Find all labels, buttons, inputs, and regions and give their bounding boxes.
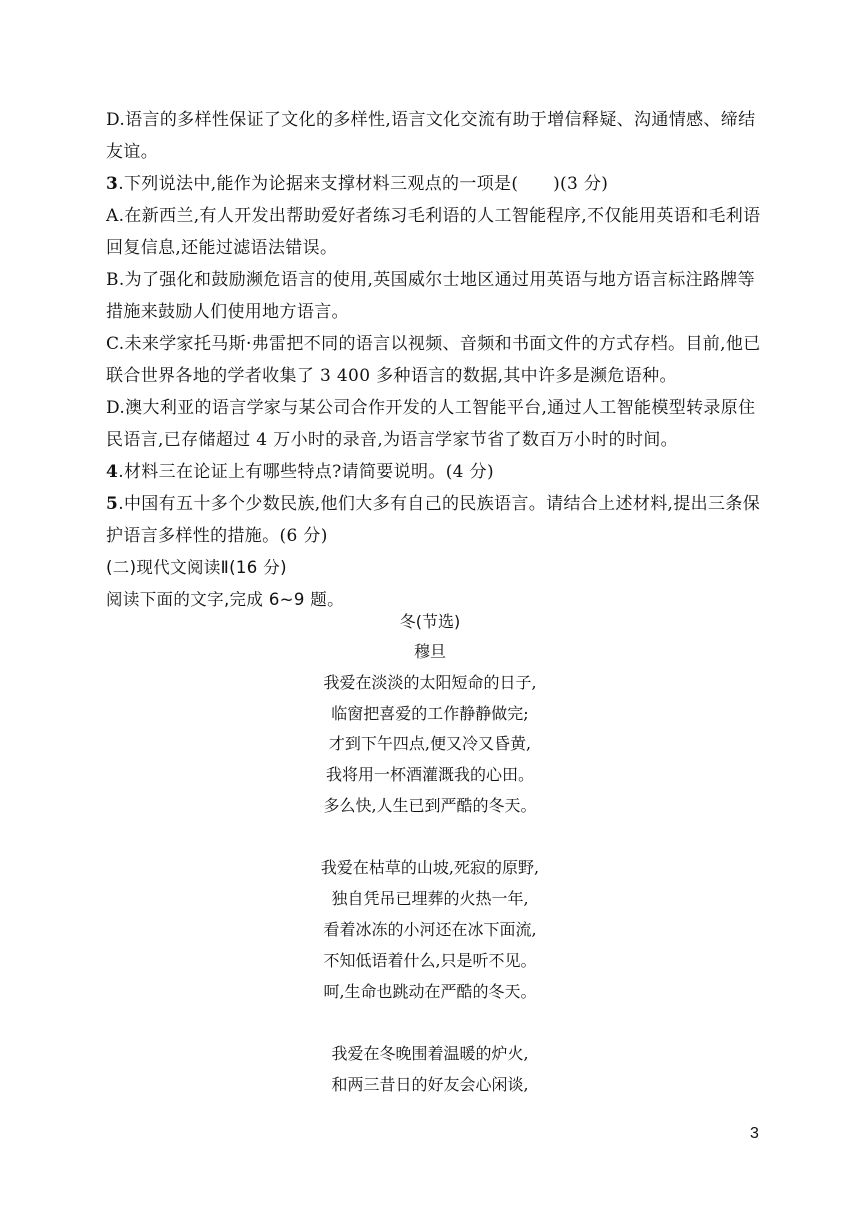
poem-line: 看着冰冻的小河还在冰下面流, <box>323 920 537 939</box>
reading-instruction: 阅读下面的文字,完成 6~9 题。 <box>106 590 345 609</box>
poem-line: 多么快,人生已到严酷的冬天。 <box>323 796 537 815</box>
page-number: 3 <box>750 1125 759 1142</box>
option-c-line-2: 联合世界各地的学者收集了 3 400 多种语言的数据,其中许多是濒危语种。 <box>106 366 677 386</box>
option-d2-line-2: 民语言,已存储超过 4 万小时的录音,为语言学家节省了数百万小时的时间。 <box>106 430 679 450</box>
question-number: 4 <box>106 462 119 482</box>
poem-line: 呵,生命也跳动在严酷的冬天。 <box>323 982 537 1001</box>
question-5-line-2: 护语言多样性的措施。(6 分) <box>106 526 328 546</box>
poem-line: 才到下午四点,便又冷又昏黄, <box>328 734 532 753</box>
poem-line: 不知低语着什么,只是听不见。 <box>323 951 537 970</box>
poem-author: 穆旦 <box>413 642 446 661</box>
question-number: 5 <box>106 494 119 514</box>
poem-line: 临窗把喜爱的工作静静做完; <box>331 704 529 723</box>
option-d2-line-1: D.澳大利亚的语言学家与某公司合作开发的人工智能平台,通过人工智能模型转录原住 <box>106 398 756 418</box>
option-d-line-1: D.语言的多样性保证了文化的多样性,语言文化交流有助于增信释疑、沟通情感、缔结 <box>106 110 756 130</box>
option-b-line-1: B.为了强化和鼓励濒危语言的使用,英国威尔士地区通过用英语与地方语言标注路牌等 <box>106 270 755 290</box>
option-a-line-1: A.在新西兰,有人开发出帮助爱好者练习毛利语的人工智能程序,不仅能用英语和毛利语 <box>106 206 761 226</box>
option-b-line-2: 措施来鼓励人们使用地方语言。 <box>106 302 349 322</box>
poem-line: 我爱在枯草的山坡,死寂的原野, <box>320 858 540 877</box>
question-5-line-1: 5.中国有五十多个少数民族,他们大多有自己的民族语言。请结合上述材料,提出三条保 <box>106 494 761 514</box>
question-3: 3.下列说法中,能作为论据来支撑材料三观点的一项是( )(3 分) <box>106 174 609 194</box>
option-c-line-1: C.未来学家托马斯·弗雷把不同的语言以视频、音频和书面文件的方式存档。目前,他已 <box>106 334 761 354</box>
poem-line: 我爱在冬晚围着温暖的炉火, <box>331 1044 529 1063</box>
poem-line: 独自凭吊已埋葬的火热一年, <box>331 889 529 908</box>
question-number: 3 <box>106 174 119 194</box>
question-4: 4.材料三在论证上有哪些特点?请简要说明。(4 分) <box>106 462 494 482</box>
section-heading: (二)现代文阅读Ⅱ(16 分) <box>106 558 287 577</box>
poem-line: 我爱在淡淡的太阳短命的日子, <box>323 673 537 692</box>
option-d-line-2: 友谊。 <box>106 142 159 162</box>
poem-title: 冬(节选) <box>399 612 461 631</box>
poem-line: 和两三昔日的好友会心闲谈, <box>331 1075 529 1094</box>
poem-line: 我将用一杯酒灌溉我的心田。 <box>325 765 534 784</box>
option-a-line-2: 回复信息,还能过滤语法错误。 <box>106 238 338 258</box>
